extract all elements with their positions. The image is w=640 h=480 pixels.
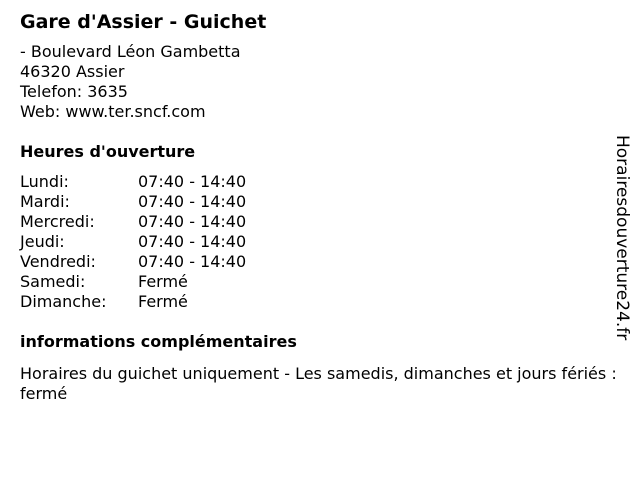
address-street: - Boulevard Léon Gambetta <box>20 42 241 61</box>
hours-value: 07:40 - 14:40 <box>138 232 247 251</box>
page-title: Gare d'Assier - Guichet <box>20 11 267 33</box>
hours-row-vendredi <box>20 252 620 272</box>
hours-row-dimanche <box>20 292 620 312</box>
day-label: Vendredi: <box>20 252 96 271</box>
page-content <box>20 10 620 404</box>
day-label: Lundi: <box>20 172 69 191</box>
additional-info-heading: informations complémentaires <box>20 332 297 351</box>
website-text: Web: www.ter.sncf.com <box>20 102 206 121</box>
additional-info-text: Horaires du guichet uniquement - Les samedis, dimanches et jours fériés : fermé <box>20 364 617 403</box>
opening-hours-heading: Heures d'ouverture <box>20 142 196 161</box>
day-label: Mercredi: <box>20 212 95 231</box>
day-label: Mardi: <box>20 192 70 211</box>
day-label: Jeudi: <box>20 232 65 251</box>
hours-value: Fermé <box>138 272 188 291</box>
hours-row-samedi <box>20 272 620 292</box>
hours-value: 07:40 - 14:40 <box>138 252 247 271</box>
hours-value: 07:40 - 14:40 <box>138 212 247 231</box>
hours-row-mercredi <box>20 212 620 232</box>
day-label: Samedi: <box>20 272 86 291</box>
phone-text: Telefon: 3635 <box>20 82 128 101</box>
day-label: Dimanche: <box>20 292 107 311</box>
hours-value: 07:40 - 14:40 <box>138 172 247 191</box>
hours-value: Fermé <box>138 292 188 311</box>
hours-row-jeudi <box>20 232 620 252</box>
hours-row-mardi <box>20 192 620 212</box>
site-watermark: Horairesdouverture24.fr <box>612 135 632 341</box>
hours-value: 07:40 - 14:40 <box>138 192 247 211</box>
address-block <box>20 42 620 122</box>
opening-hours-list <box>20 172 620 312</box>
address-city: 46320 Assier <box>20 62 125 81</box>
hours-row-lundi <box>20 172 620 192</box>
